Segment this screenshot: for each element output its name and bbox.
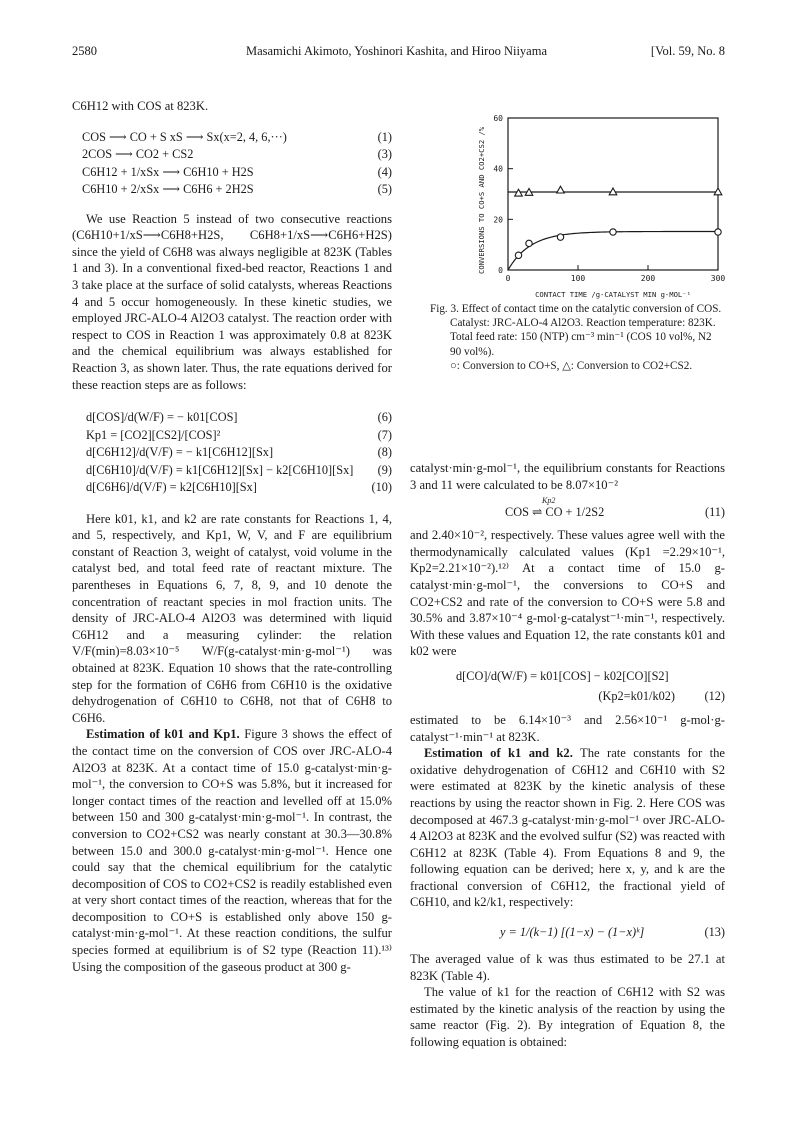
y-tick-label: 20 [493, 215, 503, 225]
co2-cs2-data-point [557, 186, 565, 193]
paragraph-definitions: Here k01, k1, and k2 are rate constants for Reactions 1, 4, and 5, respectively, and Kp1, W, V, and F are equilibrium constant of Reaction 3, weight of catalyst, void volume in the catalyst bed, and total feed rate of reactant mixture. The parentheses in Equations 6, 7, 8, 9, and 10 denote the concentration of reactant species in mol fraction units. The density of JRC-ALO-4 Al2O3 was determined with liquid C6H12 and a measuring cylinder: the relation V/F(min)=8.03×10⁻⁵ W/F(g-catalyst·min·g-mol⁻¹) was obtained at 823K. Equation 10 shows that the rate-controlling step for the formation of C6H6 from C6H10 is the oxidative dehydrogenation of C6H10 to C6H8, not that of C6H8 to C6H6. [72, 511, 392, 725]
eq11-over-label: Kp2 [542, 496, 556, 506]
equation-3: 2COS ⟶ CO2 + CS2 (3) [82, 147, 392, 162]
section-heading-k01: Estimation of k01 and Kp1. [86, 727, 240, 742]
equation-9: d[C6H10]/d(V/F) = k1[C6H12][Sx] − k2[C6H10][Sx] (9) [86, 462, 392, 477]
volume-label: [Vol. 59, No. 8 [650, 44, 725, 58]
equation-6: d[COS]/d(W/F) = − k01[COS] (6) [86, 410, 392, 425]
co-s-data-point [557, 234, 563, 240]
caption-title: Fig. 3. Effect of contact time on the catalytic conversion of COS. [430, 303, 722, 315]
paragraph-integration: The value of k1 for the reaction of C6H12 with S2 was estimated by the kinetic analysis of the reaction by using the same reactor (Fig. 2). By integration of Equation 8, the following equation is obtained: [410, 985, 725, 1050]
equation-5: C6H10 + 2/xSx ⟶ C6H6 + 2H2S (5) [82, 182, 392, 197]
co2-cs2-data-point [515, 189, 523, 196]
caption-conditions: Catalyst: JRC-ALO-4 Al2O3. Reaction temperature: 823K. Total feed rate: 150 (NTP) cm⁻³ min⁻¹ (COS 10 vol%, N2 90 vol%). [450, 317, 716, 358]
co-s-data-point [515, 252, 521, 258]
co-s-data-point [610, 229, 616, 235]
co-s-fit-curve [508, 232, 717, 271]
equation-12: d[CO]/d(W/F) = k01[COS] − k02[CO][S2] (Kp2=k01/k02) (12) [456, 668, 725, 703]
paragraph-k01-estimation: Estimation of k01 and Kp1. Figure 3 shows the effect of the contact time on the conversion of COS over JRC-ALO-4 Al2O3 at 823K. At a contact time of 15.0 g-catalyst·min·g-mol⁻¹, the conversion to CO+S was 5.8%, but it increased for longer contact times of the reaction and levelled off at 15.0% between 150 and 300 g-catalyst·min·g-mol⁻¹. In contrast, the conversion to CO2+CS2 was nearly constant at 30.3—30.8% between 15.0 and 300.0 g-catalyst·min·g-mol⁻¹. Hence one could say that the chemical equilibrium for the catalytic decomposition of COS to CO2+CS2 is readily established even at very short contact times of the reaction, whereas that for the decomposition to CO+S is established only above 150 g-catalyst·min·g-mol⁻¹. At these reaction conditions, the sulfur species formed at equilibrium is of S2 type (Reaction 11).¹³⁾ Using the composition of the gaseous product at 300 g- [72, 727, 392, 974]
equation-7: Kp1 = [CO2][CS2]/[COS]² (7) [86, 427, 392, 442]
right-column [410, 460, 725, 1051]
paragraph-k1-estimation: Estimation of k1 and k2. The rate constants for the oxidative dehydrogenation of C6H12 and C6H10 with S2 were estimated at 823K by the kinetic analysis of these reactions by using the reactor shown in Fig. 2. Here COS was decomposed at 467.3 g-catalyst·min·g-mol⁻¹ over JRC-ALO-4 Al2O3 at 823K and the evolved sulfur (S2) was reacted with C6H12 at 823K (Table 4). From Equations 8 and 9, the following equation can be derived; here x, y, and k are the fractional conversion of C6H12, the fractional yield of C6H10, and k2/k1, respectively: [410, 746, 726, 910]
equation-8: d[C6H12]/d(V/F) = − k1[C6H12][Sx] (8) [86, 445, 392, 460]
section-heading-k1: Estimation of k1 and k2. [424, 746, 573, 761]
y-tick-label: 60 [493, 114, 503, 123]
equation-13: y = 1/(k−1) [(1−x) − (1−x)ᵏ] (13) [500, 925, 725, 940]
co2-cs2-data-point [609, 188, 617, 195]
x-tick-label: 200 [640, 274, 656, 283]
y-tick-label: 40 [493, 164, 503, 174]
y-axis-label: CONVERSIONS TO CO+S AND CO2+CS2 /% [477, 126, 486, 274]
x-axis-label: CONTACT TIME /g-CATALYST MIN g-MOL⁻¹ [535, 290, 691, 299]
intro-line: C6H12 with COS at 823K. [72, 99, 209, 113]
x-tick-label: 0 [505, 274, 511, 283]
paragraph-rate-constants: and 2.40×10⁻², respectively. These values agree well with the thermodynamically calculated values (Kp1 =2.29×10⁻¹, Kp2=2.21×10⁻²).¹²⁾ At a contact time of 15.0 g-catalyst·min·g-mol⁻¹, the conversions to CO+S and CO2+CS2 and rate of the conversion to CO+S were 5.8 and 30.5% and 3.87×10⁻⁴ g-mol·g-catalyst⁻¹·min⁻¹, respectively. With these values and Equation 12, the rate constants k01 and k02 were [410, 528, 725, 659]
co-s-data-point [526, 240, 532, 246]
paragraph-reactions: We use Reaction 5 instead of two consecutive reactions (C6H10+1/xS⟶C6H8+H2S, C6H8+1/xS⟶C6H6+H2S) since the yield of C6H8 was always negligible at 823K (Tables 1 and 3). In a conventional fixed-bed reactor, Reactions 1 and 3 take place at the surface of solid catalysts, whereas Reactions 4 and 5 occur homogeneously. In these kinetic studies, we employed JRC-ALO-4 Al2O3 catalyst. The reaction order with respect to COS in Reaction 1 was approximately 0.8 at 823K and the chemical equilibrium was always established for Reaction 3, as shown later. Thus, the rate equations derived for these reaction steps are as follows: [72, 211, 392, 392]
paragraph-k-value: The averaged value of k was thus estimated to be 27.1 at 823K (Table 4). [410, 952, 725, 983]
running-authors: Masamichi Akimoto, Yoshinori Kashita, and Hiroo Niiyama [245, 44, 548, 58]
equation-10: d[C6H6]/d(V/F) = k2[C6H10][Sx] (10) [86, 480, 392, 495]
figure-3-caption [430, 302, 725, 373]
y-tick-label: 0 [498, 266, 503, 275]
figure-3-chart [470, 100, 725, 300]
equation-4: C6H12 + 1/xSx ⟶ C6H10 + H2S (4) [82, 164, 392, 179]
co2-cs2-data-point [714, 188, 722, 195]
paragraph-equilibrium: catalyst·min·g-mol⁻¹, the equilibrium constants for Reactions 3 and 11 were calculated to be 8.07×10⁻² [410, 461, 725, 492]
left-column [72, 98, 392, 975]
co-s-data-point [715, 229, 721, 235]
equation-block-2 [72, 409, 392, 497]
equation-block-1 [72, 129, 392, 199]
page-number: 2580 [72, 44, 97, 58]
x-tick-label: 100 [570, 274, 586, 283]
paragraph-estimated: estimated to be 6.14×10⁻³ and 2.56×10⁻¹ g-mol·g-catalyst⁻¹·min⁻¹ at 823K. [410, 712, 725, 744]
equation-11: COS ⇌ CO + 1/2S2 Kp2 (11) [410, 499, 725, 523]
caption-legend: ○: Conversion to CO+S, △: Conversion to CO2+CS2. [450, 359, 693, 372]
equation-1: COS ⟶ CO + S xS ⟶ Sx(x=2, 4, 6,···) (1) [82, 129, 392, 144]
x-tick-label: 300 [710, 274, 725, 283]
